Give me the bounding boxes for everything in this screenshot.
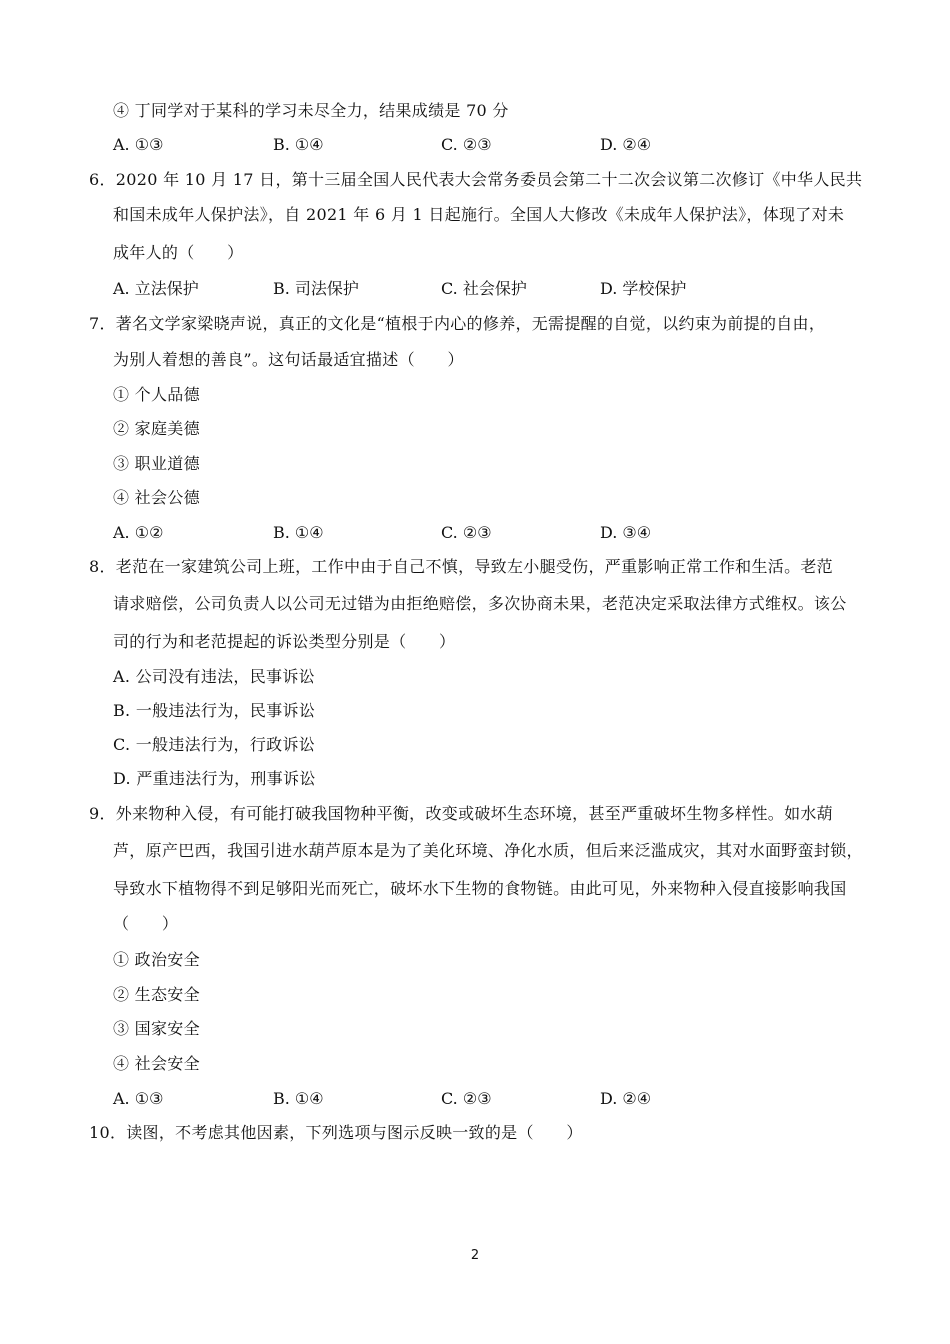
q5-option-c: C. ②③ <box>441 135 492 154</box>
q9-item-4: ④ 社会安全 <box>113 1054 200 1073</box>
q10-stem: 10．读图，不考虑其他因素，下列选项与图示反映一致的是（ ） <box>89 1123 583 1142</box>
q7-option-c: C. ②③ <box>441 523 492 542</box>
q5-option-b: B. ①④ <box>273 135 324 154</box>
q6-stem-line-3: 成年人的（ ） <box>113 243 244 262</box>
q8-choice-c: C. 一般违法行为，行政诉讼 <box>113 735 316 754</box>
q5-item-4: ④ 丁同学对于某科的学习未尽全力，结果成绩是 70 分 <box>113 101 509 120</box>
q8-stem-line-3: 司的行为和老范提起的诉讼类型分别是（ ） <box>113 632 456 651</box>
q8-choice-a: A. 公司没有违法，民事诉讼 <box>113 667 315 686</box>
page-number: 2 <box>470 1248 480 1263</box>
q7-item-1: ① 个人品德 <box>113 385 200 404</box>
q5-option-a: A. ①③ <box>113 135 164 154</box>
q7-option-a: A. ①② <box>113 523 164 542</box>
q7-stem-line-1: 7．著名文学家梁晓声说，真正的文化是“植根于内心的修养，无需提醒的自觉，以约束为前提的自由， <box>89 314 826 333</box>
q9-option-a: A. ①③ <box>113 1089 164 1108</box>
q9-option-b: B. ①④ <box>273 1089 324 1108</box>
q9-stem-line-1: 9．外来物种入侵，有可能打破我国物种平衡，改变或破坏生态环境，甚至严重破坏生物多样性。如水葫 <box>89 804 833 823</box>
q6-option-d: D. 学校保护 <box>600 279 687 298</box>
q7-option-b: B. ①④ <box>273 523 324 542</box>
q6-option-a: A. 立法保护 <box>113 279 199 298</box>
q6-option-c: C. 社会保护 <box>441 279 527 298</box>
q7-stem-line-2: 为别人着想的善良”。这句话最适宜描述（ ） <box>113 350 464 369</box>
q8-stem-line-1: 8．老范在一家建筑公司上班，工作中由于自己不慎，导致左小腿受伤，严重影响正常工作和生活。老范 <box>89 557 833 576</box>
q6-option-b: B. 司法保护 <box>273 279 359 298</box>
q9-stem-line-2: 芦，原产巴西，我国引进水葫芦原本是为了美化环境、净化水质，但后来泛滥成灾，其对水面野蛮封锁， <box>113 841 863 860</box>
q9-item-2: ② 生态安全 <box>113 985 200 1004</box>
q9-option-c: C. ②③ <box>441 1089 492 1108</box>
q9-option-d: D. ②④ <box>600 1089 652 1108</box>
q8-choice-d: D. 严重违法行为，刑事诉讼 <box>113 769 316 788</box>
q9-item-3: ③ 国家安全 <box>113 1019 200 1038</box>
q8-choice-b: B. 一般违法行为，民事诉讼 <box>113 701 316 720</box>
q6-stem-line-1: 6．2020 年 10 月 17 日，第十三届全国人民代表大会常务委员会第二十二次会议第二次修订《中华人民共 <box>89 170 863 189</box>
q8-stem-line-2: 请求赔偿，公司负责人以公司无过错为由拒绝赔偿，多次协商未果，老范决定采取法律方式维权。该公 <box>113 594 847 613</box>
q9-item-1: ① 政治安全 <box>113 950 200 969</box>
q7-item-3: ③ 职业道德 <box>113 454 200 473</box>
q7-item-2: ② 家庭美德 <box>113 419 200 438</box>
q9-stem-line-4: （ ） <box>113 914 179 933</box>
q6-stem-line-2: 和国未成年人保护法》，自 2021 年 6 月 1 日起施行。全国人大修改《未成年人保护法》，体现了对未 <box>113 205 845 224</box>
q7-item-4: ④ 社会公德 <box>113 488 200 507</box>
q9-stem-line-3: 导致水下植物得不到足够阳光而死亡，破坏水下生物的食物链。由此可见，外来物种入侵直接影响我国 <box>113 879 847 898</box>
q7-option-d: D. ③④ <box>600 523 652 542</box>
q5-option-d: D. ②④ <box>600 135 652 154</box>
